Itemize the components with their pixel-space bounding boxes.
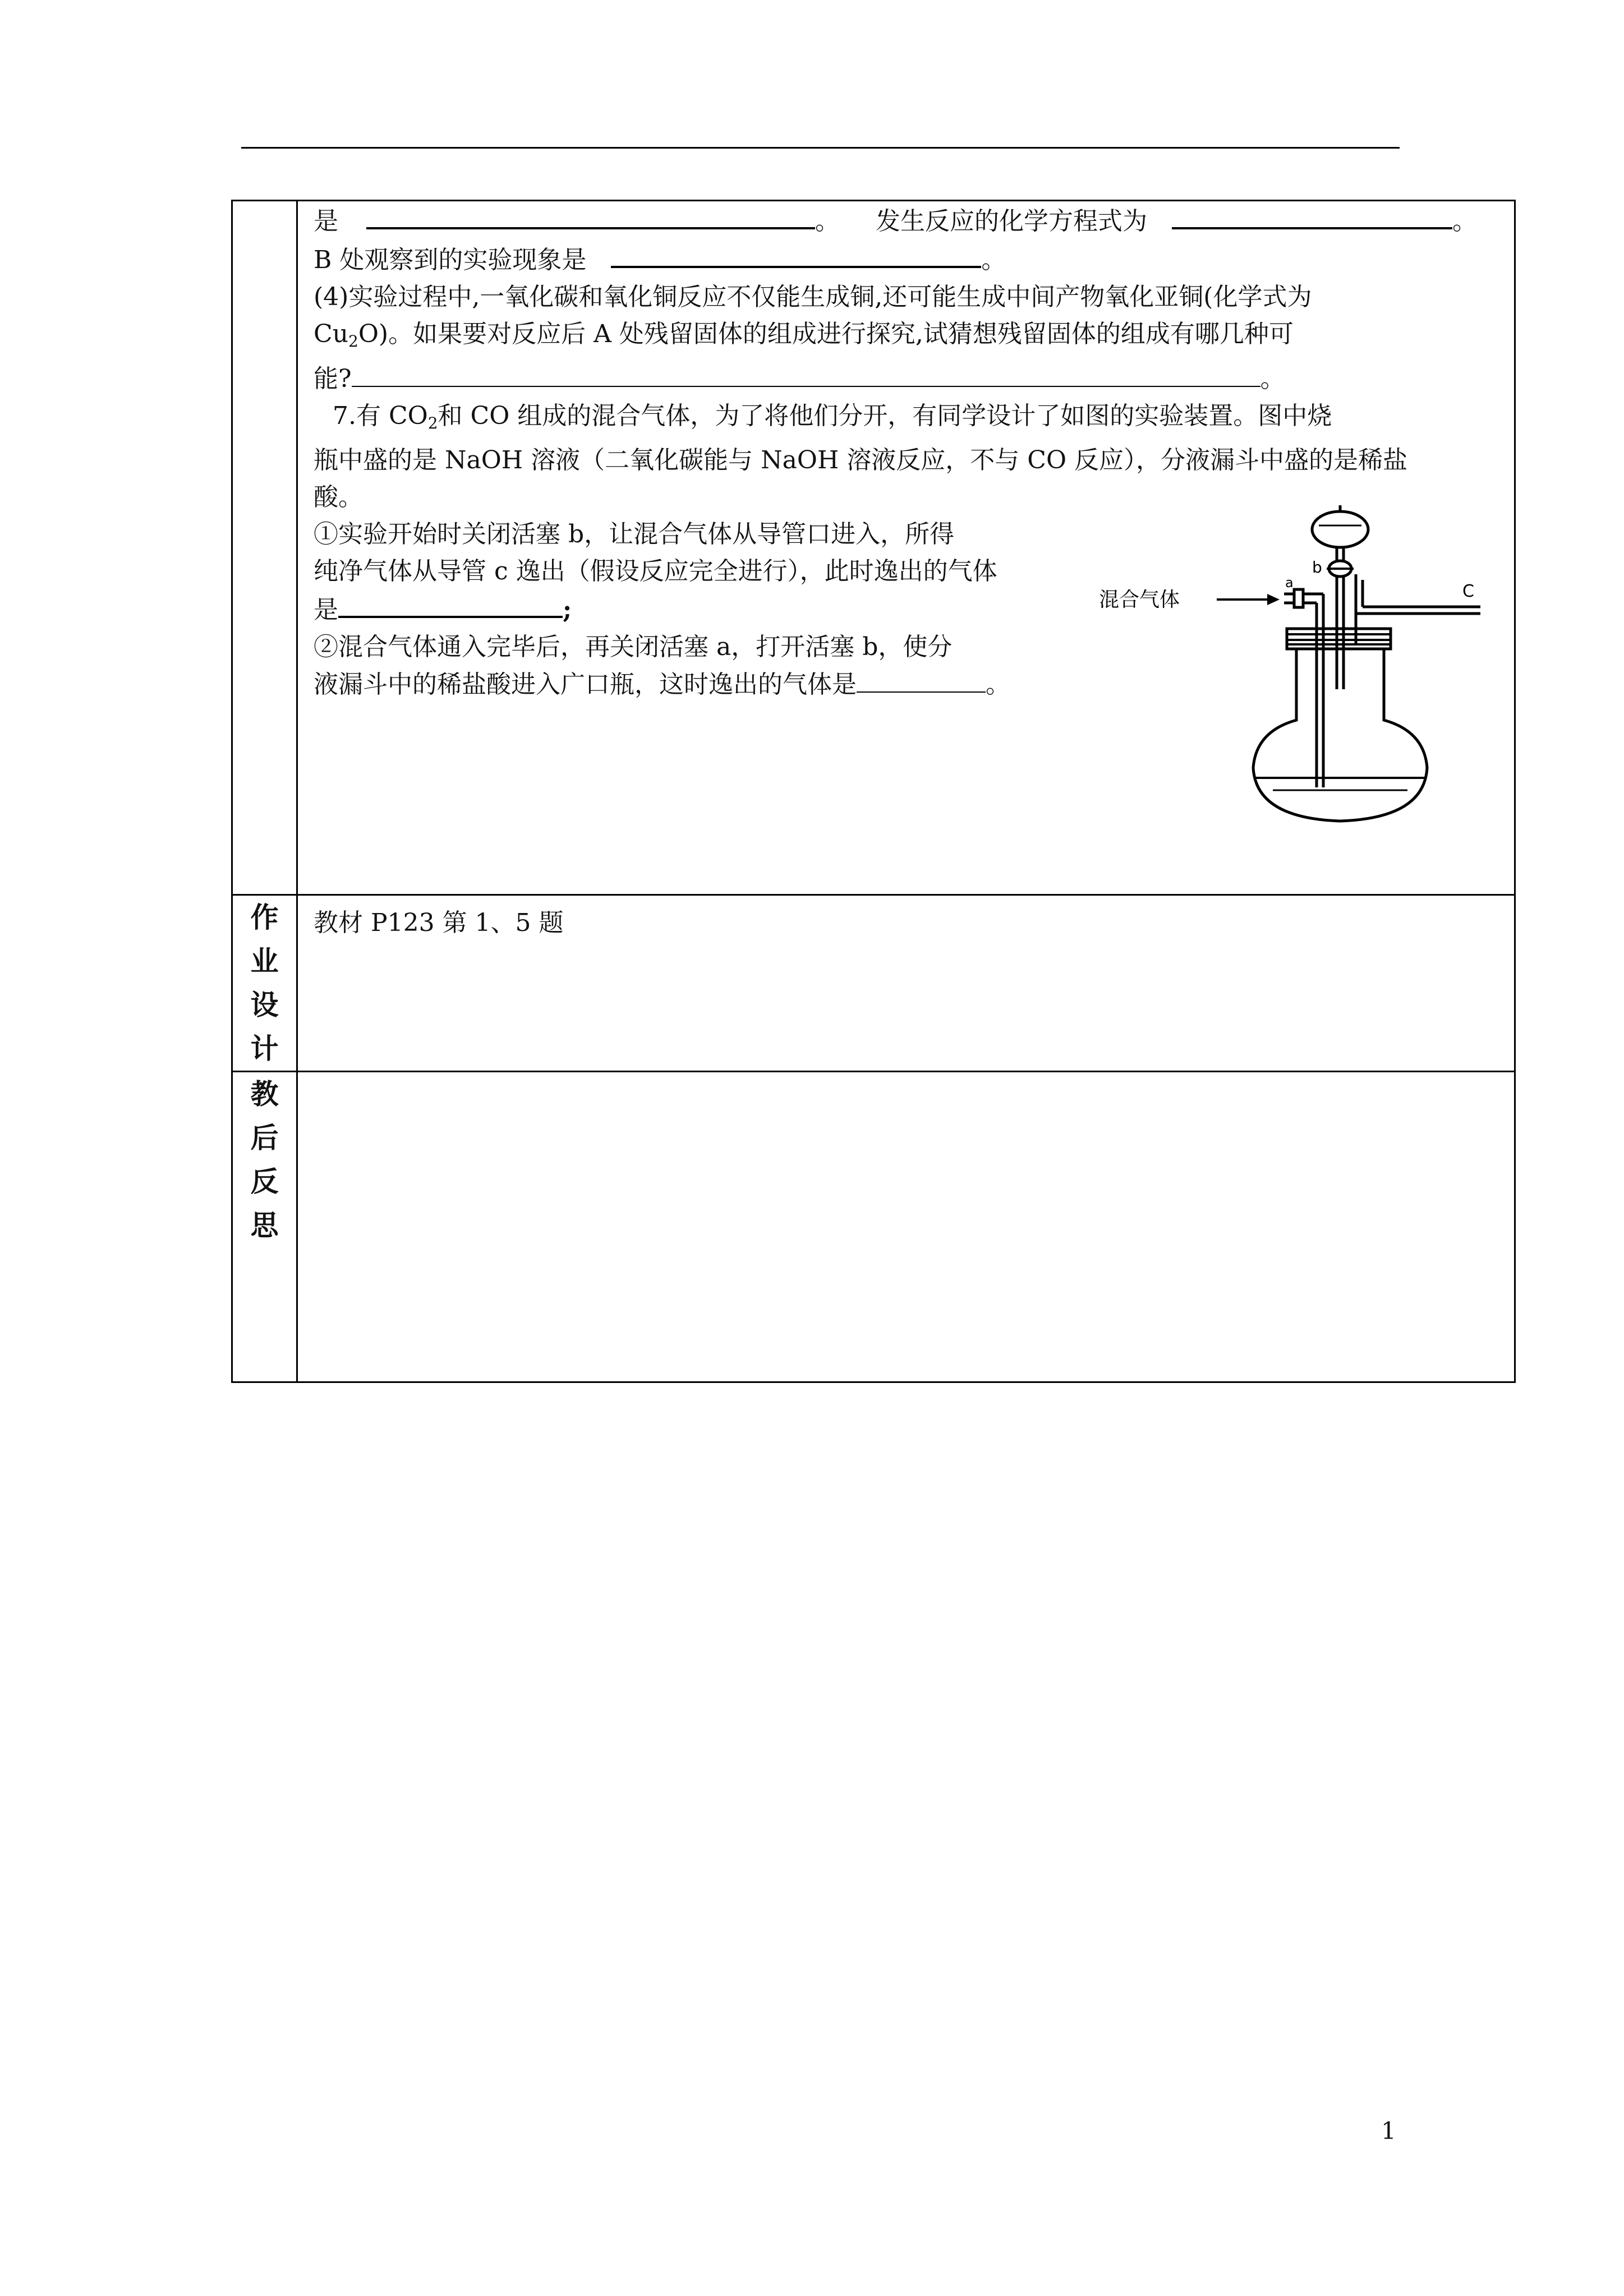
exercise-content (298, 201, 1514, 703)
label-char: 思 (250, 1209, 279, 1242)
text: 。 (986, 670, 1010, 699)
homework-row (232, 895, 1515, 1072)
header-rule (241, 147, 1400, 149)
step-1-line-2: 纯净气体从导管 c 逸出（假设反应完全进行），此时逸出的气体 (314, 557, 997, 585)
answer-blank (366, 201, 815, 229)
label-char: 计 (250, 1032, 279, 1065)
funnel-bulb (1312, 511, 1368, 547)
flask-body (1253, 649, 1427, 821)
label-char: 教 (250, 1078, 279, 1110)
figure-label-a: a (1285, 575, 1294, 591)
step-2-line-1: ②混合气体通入完毕后，再关闭活塞 a，打开活塞 b，使分 (314, 633, 953, 661)
exercise-row (232, 201, 1515, 895)
line-4 (314, 316, 1504, 360)
label-char: 后 (250, 1122, 279, 1154)
figure-label-mixed-gas: 混合气体 (1099, 588, 1180, 611)
stopcock-a (1294, 589, 1303, 607)
step-1-line-1: ①实验开始时关闭活塞 b，让混合气体从导管口进入，所得 (314, 520, 955, 548)
question-7-line-3: 酸。 (314, 483, 363, 511)
answer-blank (338, 590, 563, 618)
text: 。 (1452, 207, 1477, 236)
answer-blank (857, 666, 986, 693)
answer-blank (611, 240, 981, 268)
line-5 (314, 360, 1504, 398)
question-7-line-1 (314, 398, 1504, 442)
line-1 (314, 201, 1504, 240)
exercise-cell (297, 201, 1515, 895)
homework-label-cell (232, 895, 297, 1072)
line-2 (314, 240, 1504, 279)
inlet-arrow-head (1267, 594, 1280, 605)
label-char: 反 (250, 1165, 279, 1198)
figure-label-c: C (1462, 582, 1474, 601)
homework-content-cell (297, 895, 1515, 1072)
text: 。 (1260, 365, 1285, 393)
text: Cu (314, 320, 349, 348)
subscript: 2 (427, 414, 438, 432)
homework-text: 教材 P123 第 1、5 题 (314, 909, 564, 937)
label-char: 业 (250, 945, 279, 978)
figure-label-b: b (1312, 558, 1322, 577)
text: 液漏斗中的稀盐酸进入广口瓶，这时逸出的气体是 (314, 670, 857, 699)
reflection-row (232, 1072, 1515, 1382)
text: 是 (314, 596, 338, 624)
line-3: (4)实验过程中,一氧化碳和氧化铜反应不仅能生成铜,还可能生成中间产物氧化亚铜(化学式为 (314, 283, 1312, 311)
empty-label-cell (232, 201, 297, 895)
apparatus-diagram (1088, 504, 1492, 829)
answer-blank (1172, 201, 1452, 229)
question-7-line-2: 瓶中盛的是 NaOH 溶液（二氧化碳能与 NaOH 溶液反应，不与 CO 反应），分液漏斗中盛的是稀盐 (314, 446, 1408, 474)
reflection-label-cell (232, 1072, 297, 1382)
subscript: 2 (348, 332, 358, 351)
text: ; (563, 596, 572, 624)
text: B 处观察到的实验现象是 (314, 246, 587, 274)
lesson-table (231, 200, 1516, 1383)
text: O)。如果要对反应后 A 处残留固体的组成进行探究,试猜想残留固体的组成有哪几种可 (358, 320, 1294, 348)
label-char: 设 (250, 989, 279, 1021)
reflection-label (233, 1072, 296, 1247)
answer-blank (352, 360, 1260, 387)
homework-label (233, 896, 296, 1071)
label-char: 作 (250, 901, 279, 934)
text: 能? (314, 365, 352, 393)
text: 。 (981, 246, 1006, 274)
reflection-content-cell (297, 1072, 1515, 1382)
page-number: 1 (1381, 2117, 1396, 2145)
text: 发生反应的化学方程式为 (876, 207, 1147, 236)
text: 。 (815, 207, 840, 236)
text: 和 CO 组成的混合气体，为了将他们分开，有同学设计了如图的实验装置。图中烧 (438, 402, 1332, 430)
apparatus-drawing (1217, 505, 1480, 821)
text: 7.有 CO (333, 402, 428, 430)
text: 是 (314, 207, 338, 236)
